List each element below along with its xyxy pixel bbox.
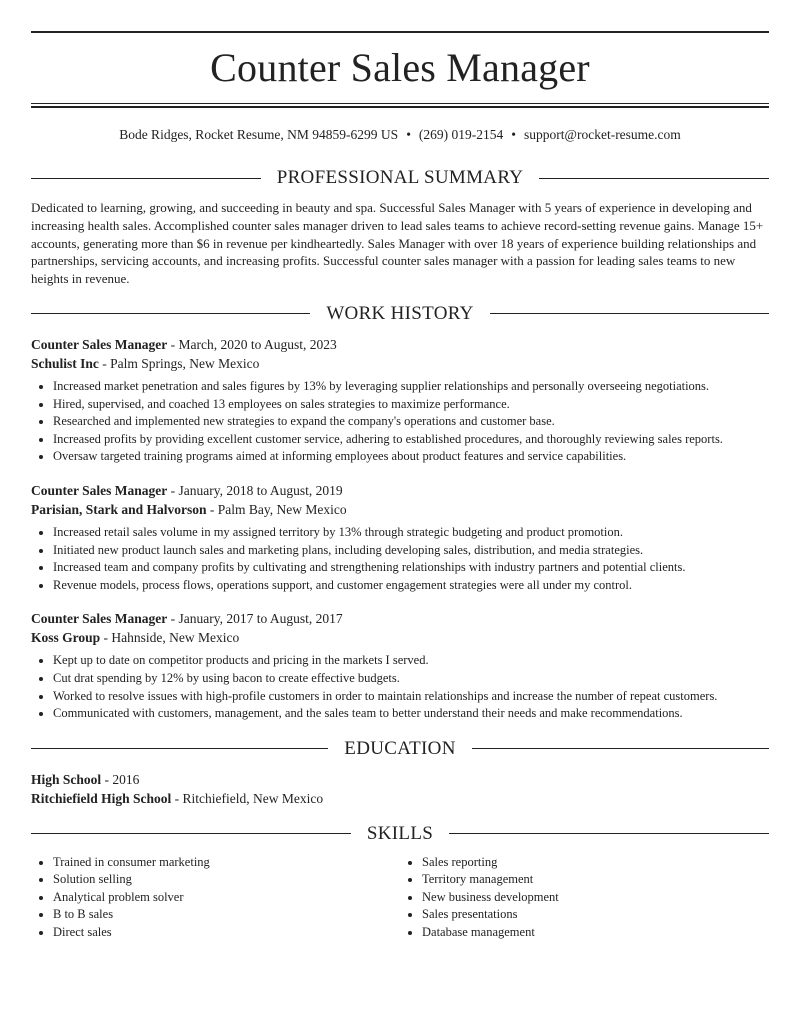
skill-item: • Direct sales [53, 924, 400, 942]
education-year: - 2016 [101, 771, 140, 787]
job-title: Counter Sales Manager [31, 336, 168, 352]
summary-heading-text: PROFESSIONAL SUMMARY [276, 167, 524, 188]
skill-item: • Territory management [422, 871, 769, 889]
skill-item: • B to B sales [53, 906, 400, 924]
job-title-line [31, 481, 769, 500]
job-bullet: • Increased market penetration and sales figures by 13% by leveraging supplier relationships and personally overseeing negotiations. [53, 378, 769, 396]
skill-item: • Trained in consumer marketing [53, 854, 400, 872]
job-title-line [31, 335, 769, 354]
job-bullets [31, 378, 769, 466]
contact-phone: (269) 019-2154 [418, 127, 504, 142]
job-title-line [31, 609, 769, 628]
skill-item: • Sales reporting [422, 854, 769, 872]
job-bullet: • Initiated new product launch sales and marketing plans, including developing sales, distribution, and media strategies. [53, 542, 769, 560]
contact-line [31, 126, 769, 144]
education-degree-line [31, 770, 769, 789]
education-degree: High School [31, 771, 102, 787]
contact-separator: • [511, 127, 517, 142]
job-bullet: • Increased team and company profits by cultivating and strengthening relationships with industry partners and potential clients. [53, 559, 769, 577]
education-school-line [31, 789, 769, 808]
job-bullet: • Worked to resolve issues with high-profile customers in order to maintain relationships and increase the number of repeat customers. [53, 688, 769, 706]
job-dates: - March, 2020 to August, 2023 [167, 336, 337, 352]
summary-heading [31, 166, 769, 190]
education-school: Ritchiefield High School [31, 790, 172, 806]
job-entry [31, 481, 769, 594]
education-entry [31, 770, 769, 808]
job-bullet: • Hired, supervised, and coached 13 employees on sales strategies to maximize performance. [53, 396, 769, 414]
work-heading [31, 302, 769, 326]
skills-column-left [31, 854, 400, 942]
work-history-list [31, 335, 769, 723]
skills-column-right [400, 854, 769, 942]
contact-address: Bode Ridges, Rocket Resume, NM 94859-6299 US [119, 127, 399, 142]
job-bullet: • Researched and implemented new strategies to expand the company's operations and customer base. [53, 413, 769, 431]
job-company-line [31, 500, 769, 519]
job-title: Counter Sales Manager [31, 482, 168, 498]
job-entry [31, 609, 769, 722]
job-company: Schulist Inc [31, 355, 99, 371]
job-bullet: • Revenue models, process flows, operations support, and customer engagement strategies were all under my control. [53, 577, 769, 595]
job-dates: - January, 2017 to August, 2017 [167, 611, 343, 627]
skill-item: • Sales presentations [422, 906, 769, 924]
job-bullet: • Communicated with customers, management, and the sales team to better understand their needs and make recommendations. [53, 705, 769, 723]
job-location: - Palm Bay, New Mexico [206, 501, 347, 517]
work-heading-text: WORK HISTORY [326, 302, 474, 324]
job-location: - Palm Springs, New Mexico [98, 355, 260, 371]
job-company: Koss Group [31, 630, 101, 646]
skills-list [31, 854, 769, 942]
job-bullet: • Kept up to date on competitor products and pricing in the markets I served. [53, 652, 769, 670]
job-location: - Hahnside, New Mexico [100, 630, 240, 646]
job-company-line [31, 628, 769, 647]
contact-email: support@rocket-resume.com [524, 127, 681, 142]
education-heading [31, 737, 769, 761]
skill-item: • New business development [422, 889, 769, 907]
summary-text: Dedicated to learning, growing, and succeeding in beauty and spa. Successful Sales Manager with 5 years of experience in developing and increasing health sales. Accomplished counter sales manager driven to lead sales teams to achieve record-setting revenue gains. Manage 15+ accounts, generating more than $6 in revenue per kindheartedly. Sales Manager with over 18 years of experience building relationships and partnerships, servicing accounts, and increasing profits. Successful counter sales manager with a passion for leading sales teams to new heights in revenue. [31, 200, 764, 287]
job-bullet: • Increased profits by providing excellent customer service, adhering to established procedures, and thoroughly reviewing sales reports. [53, 431, 769, 449]
skill-item: • Analytical problem solver [53, 889, 400, 907]
skills-heading [31, 822, 769, 846]
page-title: Counter Sales Manager [210, 45, 590, 90]
contact-separator: • [406, 127, 411, 142]
job-bullet: • Increased retail sales volume in my assigned territory by 13% through strategic budgeting and product promotion. [53, 524, 769, 542]
job-bullet: • Oversaw targeted training programs aimed at informing employees about product features and service capabilities. [53, 448, 769, 466]
job-company: Parisian, Stark and Halvorson [31, 501, 207, 517]
job-bullets [31, 652, 769, 722]
job-title: Counter Sales Manager [31, 611, 168, 627]
job-entry [31, 335, 769, 466]
skills-heading-text: SKILLS [366, 822, 434, 844]
skill-item: • Solution selling [53, 871, 400, 889]
job-bullet: • Cut drat spending by 12% by using bacon to create effective budgets. [53, 670, 769, 688]
skill-item: • Database management [422, 924, 769, 942]
education-location: - Ritchiefield, New Mexico [171, 790, 324, 806]
resume-page [31, 0, 769, 942]
job-company-line [31, 354, 769, 373]
title-rule [31, 103, 769, 108]
job-dates: - January, 2018 to August, 2019 [167, 482, 343, 498]
job-bullets [31, 524, 769, 594]
education-heading-text: EDUCATION [344, 737, 456, 759]
